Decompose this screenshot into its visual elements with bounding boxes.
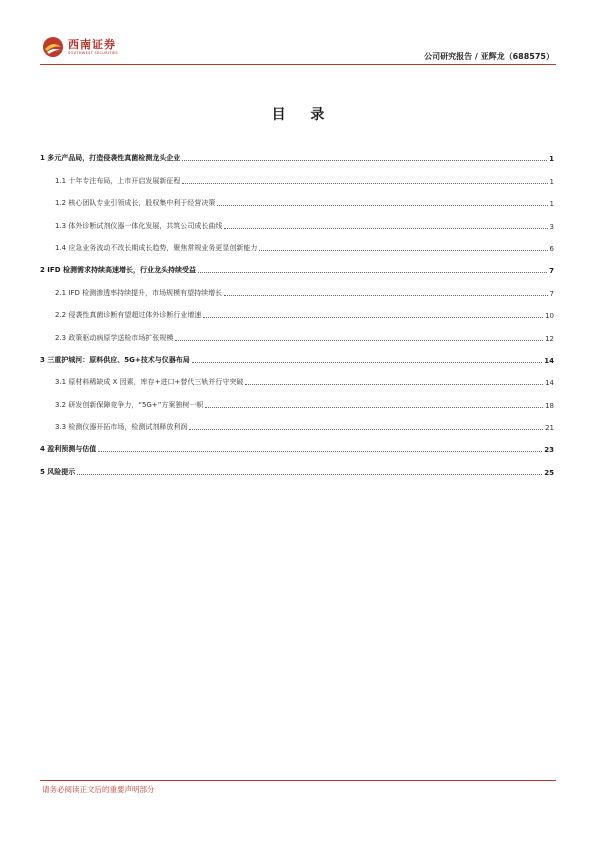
toc-entry-page: 1 xyxy=(549,177,554,186)
toc-leader-dots xyxy=(175,340,543,341)
toc-leader-dots xyxy=(98,451,542,452)
toc-entry[interactable] xyxy=(40,208,554,230)
toc-leader-dots xyxy=(77,474,542,475)
disclaimer-note: 请务必阅读正文后的重要声明部分 xyxy=(42,785,155,794)
toc-entry-page: 7 xyxy=(549,267,554,276)
toc-entry-title: 5 风险提示 xyxy=(40,467,76,476)
toc-entry-title: 4 盈利预测与估值 xyxy=(40,445,97,454)
toc-entry-page: 18 xyxy=(545,401,554,410)
logo-cn-text: 西南证券 xyxy=(68,38,116,51)
toc-entry-title: 3.3 检测仪器开拓市场，检测试剂释放利润 xyxy=(55,423,188,432)
toc-entry-page: 25 xyxy=(544,468,554,477)
logo-en-text: SOUTHWEST SECURITIES xyxy=(68,51,118,55)
toc-leader-dots xyxy=(203,317,543,318)
toc-entry-title: 3 三重护城河：原料供应、5G+技术与仪器布局 xyxy=(40,355,190,364)
toc-entry-title: 1 多元产品局，打造侵袭性真菌检测龙头企业 xyxy=(40,154,181,163)
toc-leader-dots xyxy=(192,362,542,363)
toc-leader-dots xyxy=(205,407,543,408)
toc-entry[interactable] xyxy=(40,365,554,387)
toc-entry[interactable] xyxy=(40,141,554,163)
toc-entry[interactable] xyxy=(40,298,554,320)
toc-entry-title: 1.3 体外诊断试剂仪器一体化发展，共筑公司成长曲线 xyxy=(55,221,223,230)
toc-entry[interactable] xyxy=(40,231,554,253)
toc-entry-page: 6 xyxy=(549,244,554,253)
toc-leader-dots xyxy=(245,384,543,385)
header-divider xyxy=(40,64,556,65)
logo-emblem-icon xyxy=(42,36,64,58)
toc-entry-title: 3.2 研发创新保障竞争力，“5G+”方案独树一帜 xyxy=(55,400,204,409)
toc-entry[interactable] xyxy=(40,432,554,454)
toc-entry-title: 1.1 十年专注布局，上市开启发展新征程 xyxy=(55,176,181,185)
toc-leader-dots xyxy=(259,250,547,251)
toc-entry[interactable] xyxy=(40,163,554,185)
toc-entry[interactable] xyxy=(40,410,554,432)
toc-entry-page: 3 xyxy=(549,222,554,231)
toc-entry[interactable] xyxy=(40,387,554,409)
toc-entry-page: 14 xyxy=(545,379,554,388)
toc-entry[interactable] xyxy=(40,454,554,476)
toc-entry-title: 2.2 侵袭性真菌诊断有望超过体外诊断行业增速 xyxy=(55,311,202,320)
toc-leader-dots xyxy=(182,160,547,161)
footer-divider xyxy=(40,780,556,781)
toc-entry-page: 10 xyxy=(545,312,554,321)
toc-entry-page: 7 xyxy=(549,289,554,298)
report-label: 公司研究报告 / 亚辉龙（688575） xyxy=(424,52,554,61)
toc-entry-page: 23 xyxy=(544,446,554,455)
company-logo xyxy=(42,36,118,58)
toc-leader-dots xyxy=(224,295,547,296)
toc-leader-dots xyxy=(217,205,547,206)
toc-title: 目 录 xyxy=(271,107,335,123)
toc-entry-page: 21 xyxy=(545,424,554,433)
toc-leader-dots xyxy=(182,183,547,184)
toc-entry[interactable] xyxy=(40,253,554,275)
toc-leader-dots xyxy=(189,429,543,430)
toc-entry[interactable] xyxy=(40,186,554,208)
toc-entry[interactable] xyxy=(40,275,554,297)
toc-entry-page: 14 xyxy=(544,356,554,365)
toc-entry-title: 2.1 IFD 检测渗透率持续提升，市场规模有望持续增长 xyxy=(55,288,223,297)
toc-entry-title: 1.2 核心团队专业引领成长，股权集中利于经营决策 xyxy=(55,199,216,208)
toc-leader-dots xyxy=(224,228,547,229)
toc-entry-title: 1.4 应急业务波动不改长期成长趋势，聚焦常规业务更显创新能力 xyxy=(55,243,258,252)
toc-entry-page: 1 xyxy=(549,155,554,164)
toc-entry-page: 1 xyxy=(549,200,554,209)
toc-entry[interactable] xyxy=(40,343,554,365)
toc-entry-title: 3.1 原材料稀缺成 X 因素，库存+进口+替代三轨并行守突破 xyxy=(55,378,244,387)
toc-entry-title: 2 IFD 检测需求持续高速增长，行业龙头持续受益 xyxy=(40,266,196,275)
toc-entry[interactable] xyxy=(40,320,554,342)
toc-leader-dots xyxy=(198,272,547,273)
toc-entry-page: 12 xyxy=(545,334,554,343)
table-of-contents xyxy=(40,141,554,477)
toc-entry-title: 2.3 政策驱动病原学送检市场扩张规模 xyxy=(55,333,174,342)
